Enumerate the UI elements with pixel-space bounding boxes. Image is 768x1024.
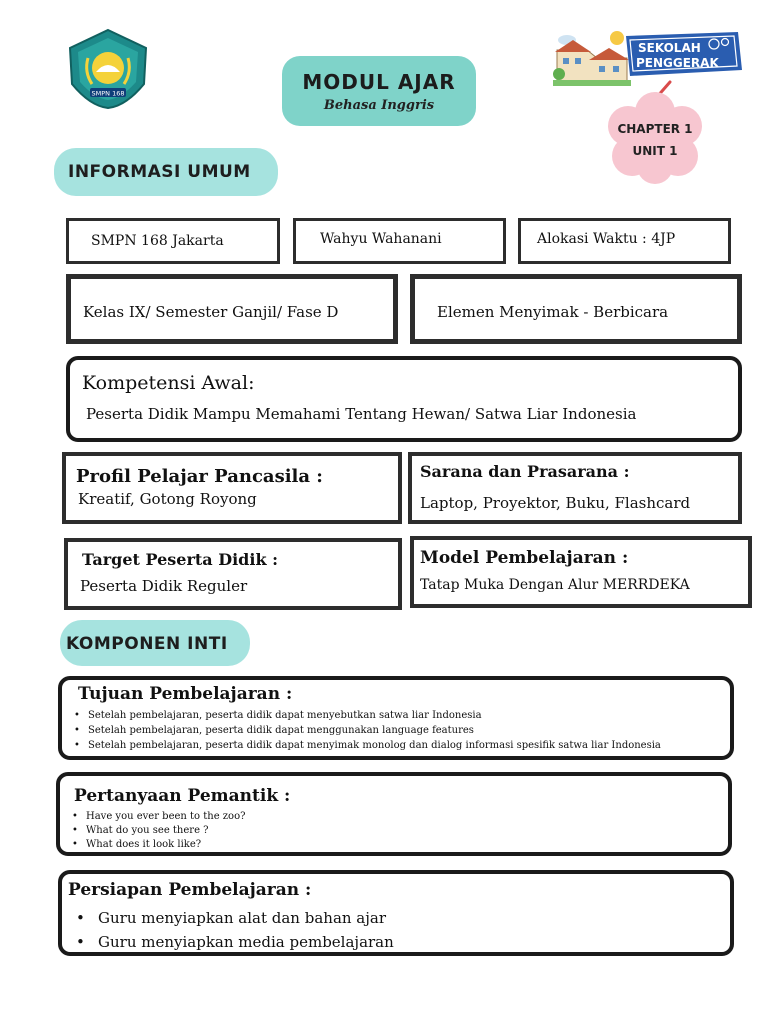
list-item: • Setelah pembelajaran, peserta didik dapat menyebutkan satwa liar Indonesia xyxy=(74,708,661,723)
model-value: Tatap Muka Dengan Alur MERRDEKA xyxy=(420,577,690,593)
chapter-label: CHAPTER 1 xyxy=(617,122,693,136)
list-item: • Guru menyiapkan media pembelajaran xyxy=(76,930,394,954)
school-name: SMPN 168 Jakarta xyxy=(91,233,224,249)
section-heading-komponen-inti: KOMPONEN INTI xyxy=(66,634,228,654)
kompetensi-label: Kompetensi Awal: xyxy=(82,372,255,394)
title-banner xyxy=(282,56,476,126)
school-box xyxy=(66,218,280,264)
profil-value: Kreatif, Gotong Royong xyxy=(78,490,257,508)
sekolah-penggerak-badge xyxy=(622,30,744,78)
target-label: Target Peserta Didik : xyxy=(82,550,279,569)
list-item: • Setelah pembelajaran, peserta didik dapat menggunakan language features xyxy=(74,723,661,738)
model-box xyxy=(410,536,752,608)
sarana-box xyxy=(408,452,742,524)
list-item: • What does it look like? xyxy=(72,838,245,852)
tujuan-box xyxy=(58,676,734,760)
target-box xyxy=(64,538,402,610)
school-logo-text: SMPN 168 xyxy=(91,89,125,98)
sarana-label: Sarana dan Prasarana : xyxy=(420,462,630,481)
kompetensi-value: Peserta Didik Mampu Memahami Tentang Hewan/ Satwa Liar Indonesia xyxy=(86,405,637,423)
tujuan-list xyxy=(74,708,661,753)
tujuan-label: Tujuan Pembelajaran : xyxy=(78,684,293,704)
profil-box xyxy=(62,452,402,524)
time-allocation-box xyxy=(518,218,731,264)
pertanyaan-label: Pertanyaan Pemantik : xyxy=(74,786,291,806)
chapter-flower-badge xyxy=(600,92,710,186)
persiapan-box xyxy=(58,870,734,956)
page-subtitle: Behasa Inggris xyxy=(323,98,435,113)
kompetensi-box xyxy=(66,356,742,442)
persiapan-label: Persiapan Pembelajaran : xyxy=(68,880,312,900)
class-box xyxy=(66,274,398,344)
teacher-box xyxy=(293,218,506,264)
list-item: • Have you ever been to the zoo? xyxy=(72,810,245,824)
class-info: Kelas IX/ Semester Ganjil/ Fase D xyxy=(83,303,339,321)
page-title: MODUL AJAR xyxy=(302,70,456,94)
pertanyaan-list xyxy=(72,810,245,852)
profil-label: Profil Pelajar Pancasila : xyxy=(76,466,323,487)
model-label: Model Pembelajaran : xyxy=(420,548,629,568)
pertanyaan-box xyxy=(56,772,732,856)
element-info: Elemen Menyimak - Berbicara xyxy=(437,303,669,321)
teacher-name: Wahyu Wahanani xyxy=(320,231,442,247)
target-value: Peserta Didik Reguler xyxy=(80,577,248,595)
list-item: • What do you see there ? xyxy=(72,824,245,838)
element-box xyxy=(410,274,742,344)
sarana-value: Laptop, Proyektor, Buku, Flashcard xyxy=(420,494,691,512)
list-item: • Setelah pembelajaran, peserta didik dapat menyimak monolog dan dialog informasi spesifik satwa liar Indonesia xyxy=(74,738,661,753)
school-logo-icon xyxy=(66,28,150,110)
badge-line1: SEKOLAH xyxy=(638,41,701,55)
time-allocation: Alokasi Waktu : 4JP xyxy=(537,231,676,247)
badge-line2: PENGGERAK xyxy=(636,56,719,70)
unit-label: UNIT 1 xyxy=(632,144,678,158)
section-heading-informasi-umum: INFORMASI UMUM xyxy=(68,162,251,182)
list-item: • Guru menyiapkan alat dan bahan ajar xyxy=(76,906,394,930)
persiapan-list xyxy=(76,906,394,954)
school-building-icon xyxy=(553,28,631,86)
